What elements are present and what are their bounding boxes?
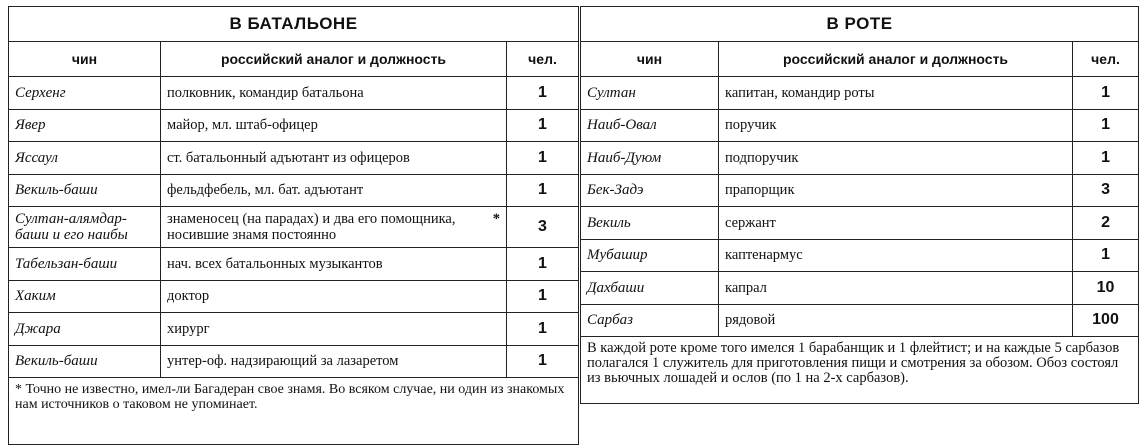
battalion-rank-cell: Султан-алямдар-баши и его наибы [9, 207, 161, 248]
company-analog-cell: прапорщик [719, 174, 1073, 207]
battalion-rank-cell: Явер [9, 109, 161, 142]
company-row [581, 109, 1139, 142]
company-row [581, 77, 1139, 110]
battalion-row [9, 313, 579, 346]
battalion-analog-cell: ст. батальонный адъютант из офицеров [161, 142, 507, 175]
battalion-rank-cell: Векиль-баши [9, 345, 161, 378]
battalion-analog-cell: фельдфебель, мл. бат. адъютант [161, 174, 507, 207]
battalion-rank-cell: Табельзан-баши [9, 248, 161, 281]
ranks-document [8, 6, 1138, 416]
company-header-rank: чин [581, 42, 719, 77]
company-count-cell: 2 [1073, 207, 1139, 240]
battalion-count-cell: 3 [507, 207, 579, 248]
battalion-analog-cell: доктор [161, 280, 507, 313]
battalion-row [9, 174, 579, 207]
battalion-title: В БАТАЛЬОНЕ [9, 7, 579, 42]
company-analog-cell: поручик [719, 109, 1073, 142]
battalion-row [9, 207, 579, 248]
battalion-row [9, 109, 579, 142]
company-count-cell: 1 [1073, 142, 1139, 175]
battalion-rank-cell: Векиль-баши [9, 174, 161, 207]
company-row [581, 142, 1139, 175]
company-analog-cell: рядовой [719, 304, 1073, 337]
battalion-footnote: * Точно не известно, имел-ли Багадеран свое знамя. Во всяком случае, ни один из знакомых нам источников о таковом не упоминает. [9, 378, 579, 445]
company-analog-cell: каптенармус [719, 239, 1073, 272]
battalion-rank-cell: Яссаул [9, 142, 161, 175]
battalion-count-cell: 1 [507, 248, 579, 281]
company-rank-cell: Султан [581, 77, 719, 110]
company-rank-cell: Наиб-Дуюм [581, 142, 719, 175]
battalion-header-analog: российский аналог и должность [161, 42, 507, 77]
battalion-analog-cell: хирург [161, 313, 507, 346]
company-rank-cell: Бек-Задэ [581, 174, 719, 207]
battalion-analog-cell: нач. всех батальонных музыкантов [161, 248, 507, 281]
company-table [580, 6, 1139, 404]
company-count-cell: 1 [1073, 77, 1139, 110]
battalion-analog-cell [161, 207, 507, 248]
battalion-table [8, 6, 579, 445]
battalion-count-cell: 1 [507, 77, 579, 110]
battalion-panel [8, 6, 578, 416]
company-rank-cell: Мубашир [581, 239, 719, 272]
battalion-count-cell: 1 [507, 280, 579, 313]
battalion-count-cell: 1 [507, 313, 579, 346]
company-analog-cell: сержант [719, 207, 1073, 240]
company-count-cell: 1 [1073, 239, 1139, 272]
battalion-analog-cell: майор, мл. штаб-офицер [161, 109, 507, 142]
company-row [581, 304, 1139, 337]
battalion-rank-cell: Серхенг [9, 77, 161, 110]
footnote-mark: * [492, 211, 500, 227]
company-rank-cell: Векиль [581, 207, 719, 240]
company-panel [580, 6, 1138, 416]
battalion-row [9, 345, 579, 378]
battalion-row [9, 77, 579, 110]
company-row [581, 239, 1139, 272]
company-row [581, 174, 1139, 207]
company-header-analog: российский аналог и должность [719, 42, 1073, 77]
company-count-cell: 3 [1073, 174, 1139, 207]
company-analog-cell: подпоручик [719, 142, 1073, 175]
company-rows [581, 77, 1139, 337]
battalion-rows [9, 77, 579, 378]
battalion-count-cell: 1 [507, 345, 579, 378]
company-title: В РОТЕ [581, 7, 1139, 42]
battalion-count-cell: 1 [507, 174, 579, 207]
battalion-row [9, 142, 579, 175]
company-count-cell: 1 [1073, 109, 1139, 142]
company-header-count: чел. [1073, 42, 1139, 77]
battalion-rank-cell: Хаким [9, 280, 161, 313]
company-analog-cell: капитан, командир роты [719, 77, 1073, 110]
battalion-rank-cell: Джара [9, 313, 161, 346]
company-count-cell: 10 [1073, 272, 1139, 305]
battalion-count-cell: 1 [507, 142, 579, 175]
battalion-count-cell: 1 [507, 109, 579, 142]
battalion-header-rank: чин [9, 42, 161, 77]
battalion-header-count: чел. [507, 42, 579, 77]
company-count-cell: 100 [1073, 304, 1139, 337]
company-note: В каждой роте кроме того имелся 1 барабанщик и 1 флейтист; и на каждые 5 сарбазов полагался 1 служитель для приготовления пищи и смотрения за обозом. Обоз состоял из вьючных лошадей и ослов (по 1 на 2-х сарбазов). [581, 337, 1139, 404]
company-row [581, 272, 1139, 305]
company-rank-cell: Сарбаз [581, 304, 719, 337]
company-analog-cell: капрал [719, 272, 1073, 305]
battalion-analog-cell: полковник, командир батальона [161, 77, 507, 110]
battalion-row [9, 280, 579, 313]
company-row [581, 207, 1139, 240]
battalion-analog-text: знаменосец (на парадах) и два его помощника, носившие знамя постоянно [167, 211, 456, 243]
company-rank-cell: Наиб-Овал [581, 109, 719, 142]
company-rank-cell: Дахбаши [581, 272, 719, 305]
battalion-analog-cell: унтер-оф. надзирающий за лазаретом [161, 345, 507, 378]
battalion-row [9, 248, 579, 281]
